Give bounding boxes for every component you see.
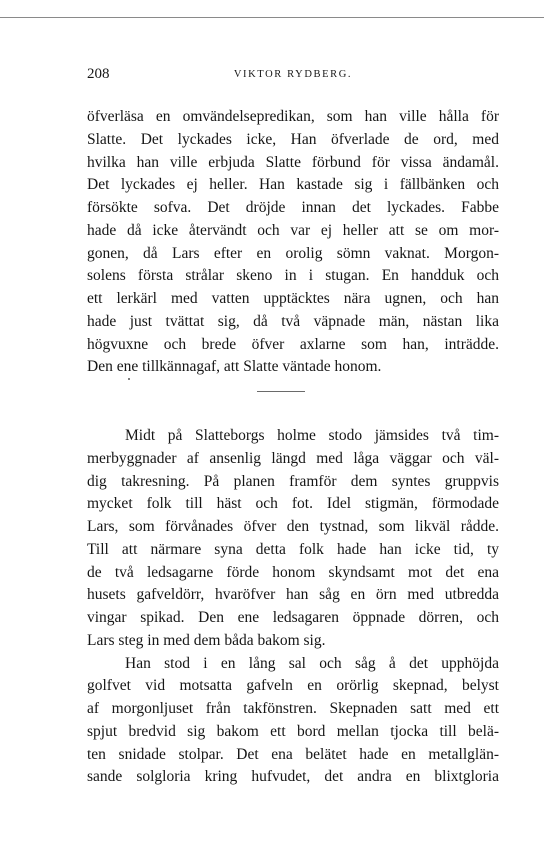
text-line: ett lerkärl med vatten upptäcktes nära ugnen, och han (87, 290, 499, 307)
text-line: Midt på Slatteborgs holme stodo jämsides två tim- (125, 427, 499, 444)
paragraph-2 (87, 425, 499, 789)
text-line: Lars, som förvånades öfver den tystnad, som likväl rådde. (87, 518, 499, 535)
text-line: vingar spikad. Den ene ledsagaren öppnade dörren, och (87, 609, 499, 626)
page-number: 208 (87, 66, 110, 82)
text-line: hade just tvättat sig, då två väpnade män, nästan lika (87, 312, 499, 330)
text-line: Han stod i en lång sal och såg å det upphöjda (125, 654, 499, 672)
text-line: Den ene tillkännagaf, att Slatte väntade honom. (87, 358, 382, 376)
text-line: ten snidade stolpar. Det ena belätet hade en metallglän- (87, 745, 499, 763)
running-head (87, 66, 499, 86)
text-line: försökte sofva. Det dröjde innan det lyckades. Fabbe (87, 199, 499, 216)
text-line: merbyggnader af ansenlig längd med låga väggar och väl- (87, 449, 499, 467)
text-line: golfvet vid motsatta gafveln en orörlig skepnad, belyst (87, 677, 499, 695)
text-line: Lars steg in med dem båda bakom sig. (87, 631, 326, 649)
text-line: hvilka han ville erbjuda Slatte förbund för vissa ändamål. (87, 153, 499, 171)
text-line: spjut bredvid sig bakom ett bord mellan tjocka till belä- (87, 722, 499, 740)
text-line: gonen, då Lars efter en orolig sömn vaknat. Morgon- (87, 244, 499, 262)
text-line: af morgonljuset från takfönstren. Skepnaden satt med ett (87, 700, 499, 717)
text-line: Slatte. Det lyckades icke, Han öfverlade de ord, med (87, 130, 499, 148)
text-line: Till att närmare syna detta folk hade han icke tid, ty (87, 540, 499, 558)
stray-mark (128, 378, 130, 380)
top-rule (0, 17, 544, 18)
text-line: hade då icke återvändt och var ej heller att se om mor- (87, 221, 499, 239)
text-line: mycket folk till häst och fot. Idel stigmän, förmodade (87, 495, 499, 513)
text-line: husets gafveldörr, hvaröfver han såg en örn med utbredda (87, 586, 499, 604)
text-line: öfverläsa en omvändelsepredikan, som han ville hålla för (87, 108, 499, 125)
text-line: de två ledsagarne förde honom skyndsamt mot det ena (87, 563, 499, 581)
text-line: sande solgloria kring hufvudet, det andra en blixtgloria (87, 768, 499, 786)
text-line: solens första strålar skeno in i stugan. En handduk och (87, 267, 499, 285)
text-line: högvuxne och brede öfver axlarne som han, inträdde. (87, 335, 499, 353)
paragraph-1 (87, 106, 499, 379)
running-title: VIKTOR RYDBERG. (233, 69, 353, 80)
text-line: Det lyckades ej heller. Han kastade sig i fällbänken och (87, 176, 499, 194)
section-break-rule (257, 391, 305, 392)
text-line: dig takresning. På planen framför dem syntes gruppvis (87, 472, 499, 490)
